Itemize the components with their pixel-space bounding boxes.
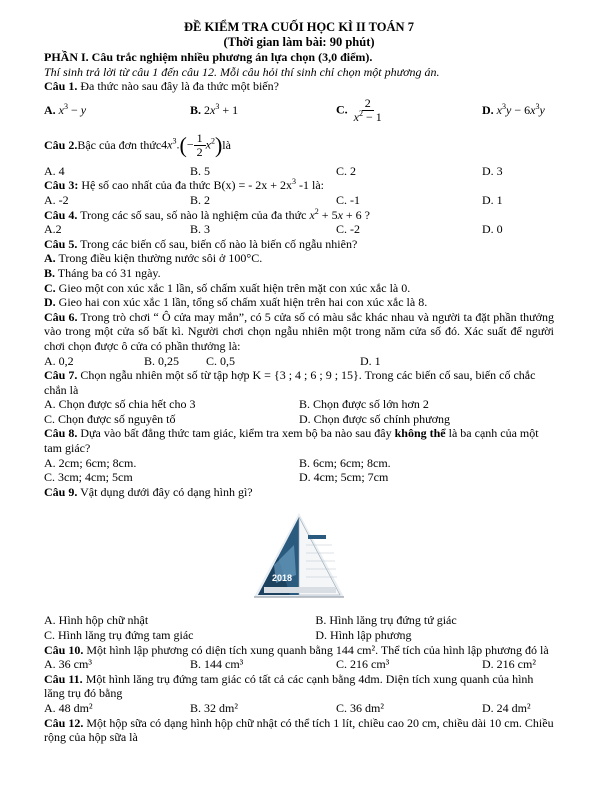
question-4: Câu 4. Trong các số sau, số nào là nghiệm của đa thức $x^2 + 5x + 6$ ? — [44, 206, 370, 222]
q6-option-b[interactable]: B. 0,25 — [144, 353, 180, 368]
q11-option-c[interactable]: C. 36 dm² — [336, 701, 384, 715]
q10-option-a[interactable]: A. 36 cm³ — [44, 657, 92, 672]
q1-option-d[interactable]: D. $x^3y - 6x^3y$ — [482, 102, 545, 118]
question-12: Câu 12. Một hộp sữa có dạng hình hộp chữ nhật có thể tích 1 lít, chiều cao 20 cm, chiều dài 10 cm. Chiều rộng của hộp sữa là — [44, 715, 554, 745]
q9-option-a[interactable]: A. Hình hộp chữ nhật — [44, 613, 149, 628]
question-9: Câu 9. Vật dụng dưới đây có dạng hình gì? — [44, 484, 253, 499]
q7-option-d[interactable]: D. Chọn được số chính phương — [299, 411, 451, 426]
desk-calendar-illustration — [244, 505, 354, 605]
question-5: Câu 5. Trong các biến cố sau, biến cố nào là biến cố ngẫu nhiên? — [44, 236, 358, 251]
q1-options — [44, 94, 554, 128]
part1-heading: PHẦN I. Câu trắc nghiệm nhiều phương án lựa chọn (3,0 điểm). — [44, 50, 373, 64]
q1-text: Đa thức nào sau đây là đa thức một biến? — [77, 79, 279, 94]
q2-option-d[interactable]: D. 3 — [482, 163, 503, 178]
q7-options-row2 — [44, 412, 554, 427]
q3-option-b[interactable]: B. 2 — [190, 192, 211, 207]
question-8: Câu 8. Dựa vào bất đẳng thức tam giác, kiểm tra xem bộ ba nào sau đây không thể là ba cạnh của một tam giác? — [44, 426, 539, 456]
q8-option-b[interactable]: B. 6cm; 6cm; 8cm. — [299, 455, 391, 470]
q3-option-a[interactable]: A. -2 — [44, 192, 69, 207]
q11-options — [44, 701, 554, 716]
q10-options — [44, 657, 554, 672]
q1-option-c[interactable]: C. $\frac{2}{x^2 - 1}$ — [336, 96, 382, 125]
q9-options-row1 — [44, 613, 554, 628]
exam-title: ĐỀ KIỂM TRA CUỐI HỌC KÌ II TOÁN 7 — [184, 20, 414, 34]
q1-option-a[interactable]: A. $x^3 - y$ — [44, 102, 87, 118]
calendar-year-label: 2018 — [272, 573, 293, 584]
q4-option-d[interactable]: D. 0 — [482, 222, 503, 237]
q5-option-d[interactable]: D. Gieo hai con xúc xắc 1 lần, tổng số chấm xuất hiện trên hai con xúc xắc là 8. — [44, 295, 428, 310]
q7-options-row1 — [44, 397, 554, 412]
q10-option-d[interactable]: D. 216 cm² — [482, 657, 536, 672]
q9-options-row2 — [44, 628, 554, 643]
q7-option-b[interactable]: B. Chọn được số lớn hơn 2 — [299, 397, 429, 412]
q8-option-d[interactable]: D. 4cm; 5cm; 7cm — [299, 470, 389, 485]
q11-option-d[interactable]: D. 24 dm² — [482, 701, 531, 715]
part1-instruction: Thí sinh trả lời từ câu 1 đến câu 12. Mỗi câu hỏi thí sinh chỉ chọn một phương án. — [44, 64, 440, 79]
q2-options — [44, 164, 554, 179]
q2-option-c[interactable]: C. 2 — [336, 163, 357, 178]
q4-option-c[interactable]: C. -2 — [336, 222, 360, 237]
q7-option-c[interactable]: C. Chọn được số nguyên tố — [44, 411, 176, 426]
q4-options — [44, 222, 554, 237]
q3-option-d[interactable]: D. 1 — [482, 192, 503, 207]
q6-option-c[interactable]: C. 0,5 — [206, 353, 236, 368]
q5-option-a[interactable]: A. Trong điều kiện thường nước sôi ở 100°C. — [44, 251, 263, 266]
question-11: Câu 11. Một hình lăng trụ đứng tam giác có tất cả các cạnh bằng 4dm. Diện tích xung quanh của hình lăng trụ đó bằng — [44, 671, 534, 701]
q8-options-row1 — [44, 456, 554, 471]
q10-option-c[interactable]: C. 216 cm³ — [336, 657, 390, 672]
question-6: Câu 6. Trong trò chơi “ Ô cửa may mắn”, có 5 cửa số có màu sắc khác nhau và người ta đặt phần thưởng vào trong một cửa số bất kì. Người chơi chọn ngẫu nhiên một trong năm cửa số đó. Xác suất để người chơi chọn được ô cửa có phần thưởng là: — [44, 309, 554, 353]
q11-option-b[interactable]: B. 32 dm² — [190, 701, 238, 715]
question-10: Câu 10. Một hình lập phương có diện tích xung quanh bằng 144 cm². Thể tích của hình lập phương đó là — [44, 642, 549, 657]
q9-option-d[interactable]: D. Hình lập phương — [315, 628, 412, 643]
q2-monomial: $4x^3.(-$ $\frac{1}{2}$ $x^2$) — [161, 131, 223, 160]
q8-options-row2 — [44, 470, 554, 485]
q6-option-a[interactable]: A. 0,2 — [44, 353, 74, 368]
question-3: Câu 3: Hệ số cao nhất của đa thức B(x) = - $2x + 2x^3$ -1 là: — [44, 177, 324, 193]
q7-option-a[interactable]: A. Chọn được số chia hết cho 3 — [44, 397, 196, 412]
q1-option-b[interactable]: B. $2x^3 + 1$ — [190, 102, 239, 118]
q3-option-c[interactable]: C. -1 — [336, 192, 360, 207]
q6-option-d[interactable]: D. 1 — [360, 353, 381, 368]
q9-option-c[interactable]: C. Hình lăng trụ đứng tam giác — [44, 628, 194, 643]
exam-time: (Thời gian làm bài: 90 phút) — [223, 35, 375, 49]
q11-option-a[interactable]: A. 48 dm² — [44, 701, 93, 715]
question-2: Câu 2. Bậc của đơn thức $4x^3.(-$ $\frac{1}{2}$ $x^2$) là — [44, 131, 231, 160]
question-1 — [44, 79, 554, 94]
desk-calendar-image — [44, 505, 554, 605]
q3-options — [44, 193, 554, 208]
q9-option-b[interactable]: B. Hình lăng trụ đứng tứ giác — [315, 613, 457, 628]
q4-option-b[interactable]: B. 3 — [190, 222, 211, 237]
q10-option-b[interactable]: B. 144 cm³ — [190, 657, 244, 672]
q5-option-c[interactable]: C. Gieo một con xúc xắc 1 lần, số chấm xuất hiện trên mặt con xúc xắc là 0. — [44, 280, 411, 295]
q8-option-a[interactable]: A. 2cm; 6cm; 8cm. — [44, 455, 137, 470]
q2-option-b[interactable]: B. 5 — [190, 163, 211, 178]
q5-option-b[interactable]: B. Tháng ba có 31 ngày. — [44, 265, 161, 280]
q8-option-c[interactable]: C. 3cm; 4cm; 5cm — [44, 470, 133, 485]
q4-option-a[interactable]: A.2 — [44, 222, 62, 237]
question-7: Câu 7. Chọn ngẫu nhiên một số từ tập hợp K = {3 ; 4 ; 6 ; 9 ; 15}. Trong các biến cố sau, biến cố chắc chắn là — [44, 368, 536, 397]
q2-option-a[interactable]: A. 4 — [44, 163, 65, 178]
q1-label: Câu 1. — [44, 79, 78, 94]
q6-options — [44, 354, 554, 369]
q2-label: Câu 2. — [44, 138, 78, 153]
